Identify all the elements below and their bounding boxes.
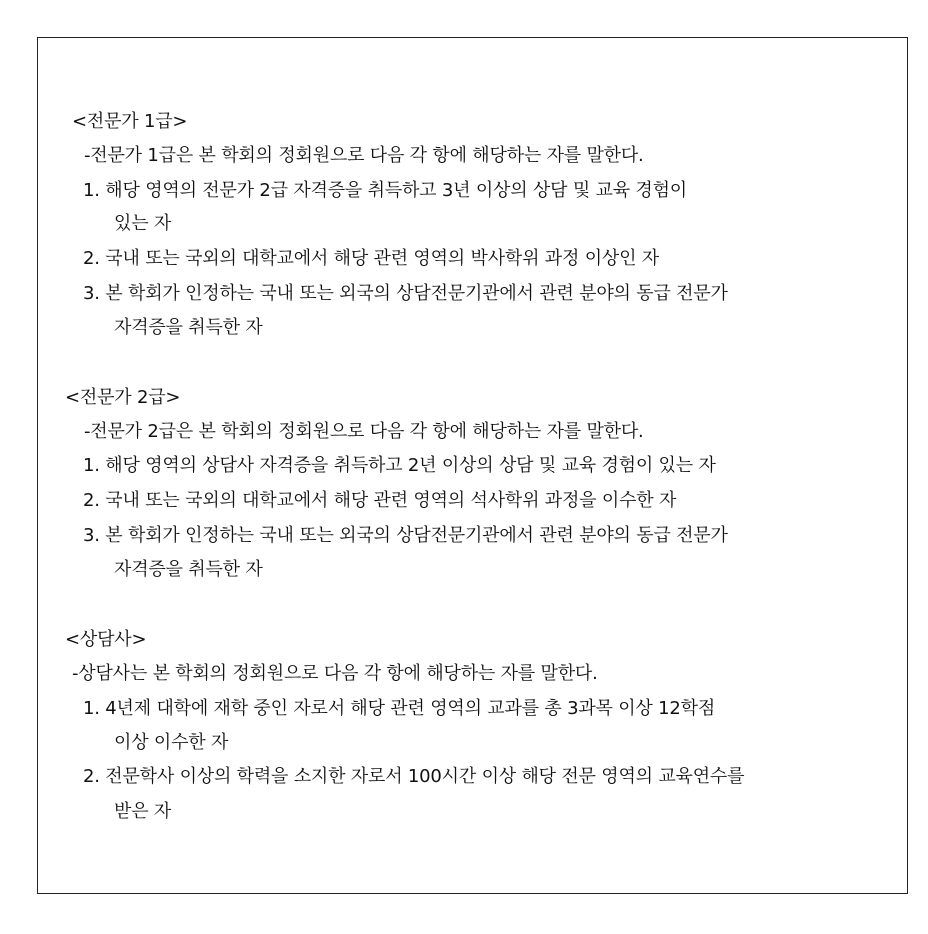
list-item: 1. 해당 영역의 상담사 자격증을 취득하고 2년 이상의 상담 및 교육 경험이 있는 자 — [83, 455, 716, 476]
list-item-continuation: 받은 자 — [114, 801, 172, 822]
section-heading: <상담사> — [65, 629, 147, 650]
section-intro: -전문가 1급은 본 학회의 정회원으로 다음 각 항에 해당하는 자를 말한다. — [84, 145, 644, 166]
section-intro: -상담사는 본 학회의 정회원으로 다음 각 항에 해당하는 자를 말한다. — [72, 663, 598, 684]
list-item: 1. 해당 영역의 전문가 2급 자격증을 취득하고 3년 이상의 상담 및 교육 경험이 — [83, 180, 687, 201]
list-item-continuation: 자격증을 취득한 자 — [114, 559, 263, 580]
list-item: 3. 본 학회가 인정하는 국내 또는 외국의 상담전문기관에서 관련 분야의 동급 전문가 — [83, 283, 728, 304]
list-item: 1. 4년제 대학에 재학 중인 자로서 해당 관련 영역의 교과를 총 3과목 이상 12학점 — [83, 698, 716, 719]
section-intro: -전문가 2급은 본 학회의 정회원으로 다음 각 항에 해당하는 자를 말한다. — [84, 421, 644, 442]
list-item: 2. 전문학사 이상의 학력을 소지한 자로서 100시간 이상 해당 전문 영역의 교육연수를 — [83, 766, 745, 787]
section-heading: <전문가 1급> — [72, 111, 188, 132]
document-body — [38, 38, 907, 893]
list-item-continuation: 자격증을 취득한 자 — [114, 317, 263, 338]
list-item-continuation: 이상 이수한 자 — [114, 732, 229, 753]
list-item: 3. 본 학회가 인정하는 국내 또는 외국의 상담전문기관에서 관련 분야의 동급 전문가 — [83, 525, 728, 546]
list-item-continuation: 있는 자 — [114, 213, 172, 234]
document-frame — [37, 37, 908, 894]
list-item: 2. 국내 또는 국외의 대학교에서 해당 관련 영역의 박사학위 과정 이상인 자 — [83, 248, 659, 269]
list-item: 2. 국내 또는 국외의 대학교에서 해당 관련 영역의 석사학위 과정을 이수한 자 — [83, 490, 677, 511]
section-heading: <전문가 2급> — [65, 387, 181, 408]
